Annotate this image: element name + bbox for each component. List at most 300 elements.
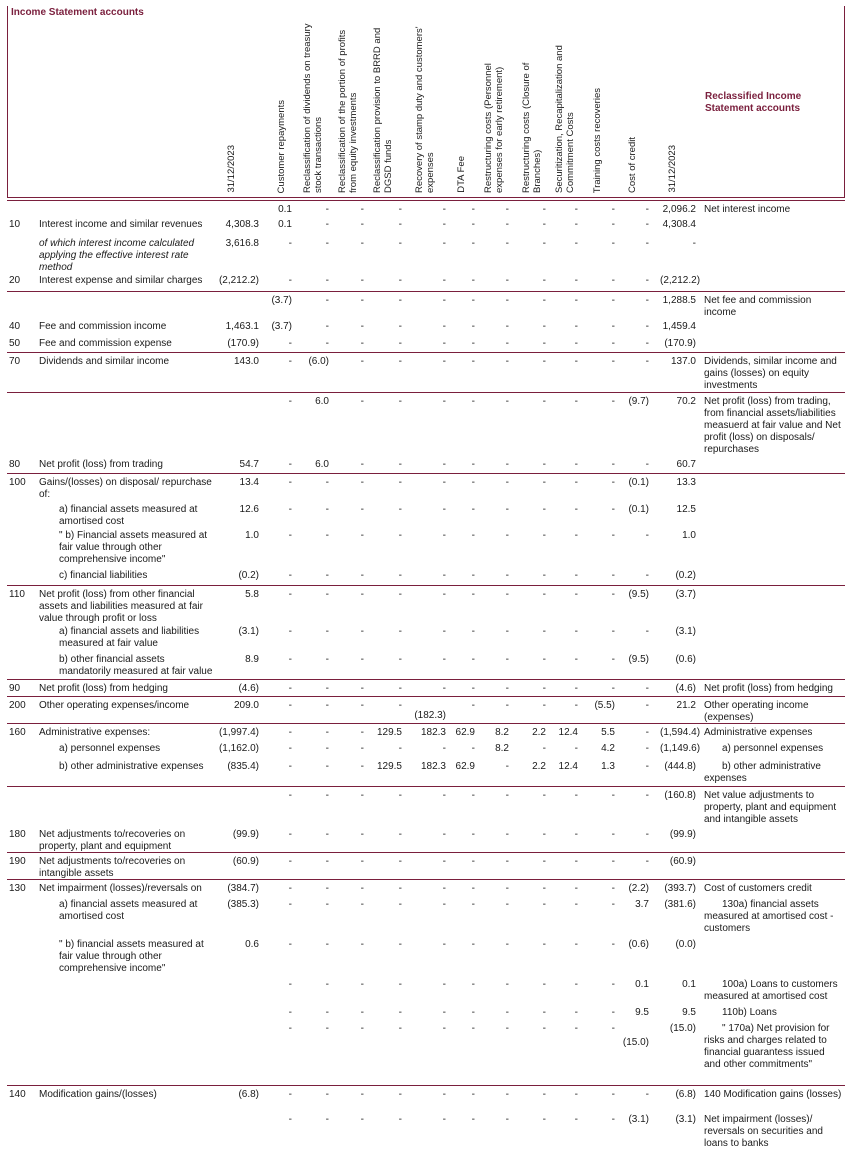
account-code: 20 — [9, 275, 21, 286]
account-code: 190 — [9, 856, 26, 867]
cell-value: - — [442, 883, 446, 894]
cell-value: - — [288, 883, 292, 894]
cell-value: - — [574, 939, 578, 950]
cell-value: - — [471, 899, 475, 910]
table-row — [7, 1020, 845, 1085]
cell-value: - — [288, 459, 292, 470]
cell-value: - — [542, 979, 546, 990]
cell-value: - — [398, 295, 402, 306]
cell-value: - — [442, 396, 446, 407]
cell-value: - — [611, 338, 615, 349]
cell-value: (3.1) — [675, 626, 696, 637]
cell-value: - — [645, 219, 649, 230]
cell-value: - — [360, 504, 364, 515]
cell-value: - — [645, 275, 649, 286]
cell-value: - — [645, 530, 649, 541]
cell-value: - — [645, 829, 649, 840]
account-description: Administrative expenses: — [39, 727, 151, 738]
cell-value: - — [542, 570, 546, 581]
reclassified-account: Net fee and commission income — [704, 295, 812, 318]
reclassified-account: Other operating income (expenses) — [704, 700, 809, 723]
cell-value: - — [611, 295, 615, 306]
cell-value: 0.1 — [278, 219, 292, 230]
cell-value: 21.2 — [676, 700, 696, 711]
cell-value: - — [471, 939, 475, 950]
cell-value: - — [574, 459, 578, 470]
cell-value: - — [505, 530, 509, 541]
cell-value: - — [611, 504, 615, 515]
cell-value: - — [288, 1007, 292, 1018]
cell-value: - — [325, 761, 329, 772]
cell-value: - — [471, 683, 475, 694]
cell-value: - — [442, 626, 446, 637]
cell-value: - — [398, 204, 402, 215]
cell-value: - — [645, 790, 649, 801]
cell-value: - — [325, 504, 329, 515]
cell-value: (3.7) — [271, 295, 292, 306]
cell-value: - — [325, 338, 329, 349]
cell-value: (15.0) — [669, 1023, 696, 1034]
cell-value: - — [471, 396, 475, 407]
table-row — [7, 696, 845, 724]
cell-value: - — [505, 761, 509, 772]
cell-value: - — [325, 570, 329, 581]
cell-value: - — [471, 626, 475, 637]
cell-value: - — [574, 238, 578, 249]
cell-value: - — [325, 1089, 329, 1100]
cell-value: - — [542, 856, 546, 867]
cell-value: (9.7) — [628, 396, 649, 407]
cell-value: - — [325, 295, 329, 306]
cell-value: - — [574, 295, 578, 306]
cell-value: (3.1) — [675, 1114, 696, 1125]
cell-value: (444.8) — [664, 761, 696, 772]
cell-value: - — [542, 683, 546, 694]
cell-value: (0.0) — [675, 939, 696, 950]
cell-value: - — [471, 295, 475, 306]
account-description: Net adjustments to/recoveries on property, plant and equipment — [39, 829, 186, 852]
account-description: Other operating expenses/income — [39, 700, 190, 711]
cell-value: 4,308.3 — [225, 219, 259, 230]
cell-value: - — [325, 743, 329, 754]
cell-value: - — [542, 939, 546, 950]
cell-value: (0.1) — [628, 504, 649, 515]
cell-value: - — [542, 295, 546, 306]
table-row — [7, 567, 845, 585]
cell-value: - — [442, 1023, 446, 1034]
cell-value: - — [471, 1114, 475, 1125]
cell-value: - — [471, 275, 475, 286]
cell-value: - — [325, 1114, 329, 1125]
cell-value: 143.0 — [233, 356, 259, 367]
table-row — [7, 852, 845, 880]
reclassified-account: 140 Modification gains (losses) — [704, 1089, 842, 1100]
cell-value: (60.9) — [232, 856, 259, 867]
cell-value: - — [288, 939, 292, 950]
cell-value: 129.5 — [376, 727, 402, 738]
account-description: Interest expense and similar charges — [39, 275, 203, 286]
cell-value: 62.9 — [455, 761, 475, 772]
cell-value: 8.9 — [245, 654, 259, 665]
reclassified-account: Net profit (loss) from hedging — [704, 683, 833, 694]
cell-value: - — [398, 1114, 402, 1125]
cell-value: - — [574, 275, 578, 286]
cell-value: - — [505, 1007, 509, 1018]
cell-value: 2,096.2 — [662, 204, 696, 215]
cell-value: - — [611, 979, 615, 990]
account-description: Net profit (loss) from other financial assets and liabilities measured at fair value through profit or loss — [39, 589, 203, 624]
cell-value: - — [360, 761, 364, 772]
table-row — [7, 200, 845, 217]
cell-value: - — [398, 570, 402, 581]
cell-value: - — [574, 530, 578, 541]
cell-value: - — [611, 530, 615, 541]
cell-value: - — [288, 570, 292, 581]
table-row — [7, 936, 845, 976]
cell-value: - — [611, 790, 615, 801]
cell-value: - — [288, 790, 292, 801]
cell-value: - — [505, 1114, 509, 1125]
cell-value: - — [505, 883, 509, 894]
cell-value: 60.7 — [676, 459, 696, 470]
cell-value: - — [398, 979, 402, 990]
cell-value: - — [645, 683, 649, 694]
cell-value: - — [398, 1089, 402, 1100]
cell-value: 4,308.4 — [662, 219, 696, 230]
cell-value: - — [398, 477, 402, 488]
table-row — [7, 723, 845, 741]
table-row — [7, 318, 845, 335]
cell-value: - — [692, 238, 696, 249]
cell-value: 5.8 — [245, 589, 259, 600]
cell-value: - — [574, 570, 578, 581]
cell-value: - — [325, 939, 329, 950]
cell-value: - — [442, 204, 446, 215]
cell-value: - — [288, 727, 292, 738]
cell-value: - — [542, 883, 546, 894]
cell-value: - — [645, 700, 649, 711]
cell-value: - — [398, 899, 402, 910]
cell-value: - — [542, 504, 546, 515]
cell-value: - — [360, 1114, 364, 1125]
cell-value: - — [442, 683, 446, 694]
cell-value: - — [574, 1023, 578, 1034]
table-row — [7, 473, 845, 502]
table-row — [7, 826, 845, 852]
account-description: " b) financial assets measured at fair value through other comprehensive income" — [59, 939, 204, 974]
cell-value: (6.0) — [308, 356, 329, 367]
cell-value: - — [325, 899, 329, 910]
cell-value: - — [398, 856, 402, 867]
column-header: 31/12/2023 — [667, 145, 678, 193]
cell-value: - — [288, 743, 292, 754]
cell-value: 12.4 — [558, 761, 578, 772]
reclassified-account: 110b) Loans — [722, 1007, 777, 1018]
cell-value: - — [471, 204, 475, 215]
column-header: Restructuring costs (Personnel expenses for early retirement) — [483, 63, 505, 193]
account-description: Net profit (loss) from hedging — [39, 683, 168, 694]
cell-value: - — [611, 275, 615, 286]
table-row — [7, 291, 845, 319]
account-description: of which interest income calculated applying the effective interest rate method — [39, 238, 195, 273]
cell-value: - — [574, 626, 578, 637]
cell-value: - — [360, 530, 364, 541]
cell-value: - — [505, 338, 509, 349]
cell-value: - — [505, 626, 509, 637]
cell-value: - — [398, 321, 402, 332]
cell-value: - — [442, 238, 446, 249]
cell-value: - — [471, 338, 475, 349]
reclassified-account: b) other administrative expenses — [704, 761, 821, 784]
cell-value: - — [645, 626, 649, 637]
cell-value: 1,459.4 — [662, 321, 696, 332]
cell-value: - — [542, 790, 546, 801]
cell-value: - — [288, 1089, 292, 1100]
cell-value: - — [325, 238, 329, 249]
cell-value: - — [542, 477, 546, 488]
cell-value: - — [442, 856, 446, 867]
table-row — [7, 786, 845, 827]
table-row — [7, 456, 845, 473]
cell-value: - — [611, 238, 615, 249]
cell-value: - — [288, 1114, 292, 1125]
cell-value: - — [505, 700, 509, 711]
cell-value: - — [360, 1023, 364, 1034]
cell-value: - — [505, 204, 509, 215]
cell-value: 62.9 — [455, 727, 475, 738]
cell-value: - — [574, 589, 578, 600]
cell-value: - — [645, 856, 649, 867]
cell-value: (385.3) — [227, 899, 259, 910]
cell-value: - — [574, 204, 578, 215]
cell-value: - — [574, 790, 578, 801]
account-code: 90 — [9, 683, 21, 694]
cell-value: - — [542, 743, 546, 754]
cell-value: - — [442, 1114, 446, 1125]
cell-value: - — [542, 700, 546, 711]
cell-value: - — [611, 899, 615, 910]
cell-value: - — [442, 356, 446, 367]
table-row — [7, 585, 845, 624]
cell-value: - — [645, 295, 649, 306]
cell-value: - — [398, 939, 402, 950]
cell-value: (1,997.4) — [218, 727, 259, 738]
cell-value: 182.3 — [420, 727, 446, 738]
cell-value: - — [611, 829, 615, 840]
cell-value: - — [611, 589, 615, 600]
cell-value: - — [505, 396, 509, 407]
cell-value: - — [288, 530, 292, 541]
cell-value: (4.6) — [675, 683, 696, 694]
cell-value: - — [611, 939, 615, 950]
cell-value: - — [645, 570, 649, 581]
cell-value: - — [288, 899, 292, 910]
cell-value: (3.7) — [675, 589, 696, 600]
cell-value: 1,288.5 — [662, 295, 696, 306]
table-row — [7, 1085, 845, 1112]
cell-value: - — [325, 979, 329, 990]
account-description: Net impairment (losses)/reversals on — [39, 883, 202, 894]
cell-value: - — [471, 743, 475, 754]
column-header: Recovery of stamp duty and customers' expenses — [414, 26, 436, 193]
cell-value: - — [611, 321, 615, 332]
cell-value: - — [542, 204, 546, 215]
cell-value: - — [471, 477, 475, 488]
cell-value: - — [325, 589, 329, 600]
cell-value: - — [398, 1023, 402, 1034]
account-description: a) personnel expenses — [59, 743, 161, 754]
cell-value: - — [442, 654, 446, 665]
cell-value: 6.0 — [315, 459, 329, 470]
account-description: " b) Financial assets measured at fair value through other comprehensive income" — [59, 530, 208, 565]
cell-value: - — [288, 654, 292, 665]
table-row — [7, 1004, 845, 1020]
cell-value: - — [542, 219, 546, 230]
cell-value: - — [574, 396, 578, 407]
cell-value: - — [360, 626, 364, 637]
cell-value: - — [471, 1023, 475, 1034]
cell-value: - — [360, 683, 364, 694]
cell-value: - — [574, 829, 578, 840]
cell-value: - — [325, 530, 329, 541]
table-row — [7, 272, 845, 291]
cell-value: - — [360, 589, 364, 600]
account-description: a) financial assets measured at amortised cost — [59, 504, 198, 527]
table-row — [7, 623, 845, 651]
cell-value: - — [288, 477, 292, 488]
cell-value: 54.7 — [239, 459, 259, 470]
cell-value: - — [398, 683, 402, 694]
cell-value: - — [471, 654, 475, 665]
cell-value: (182.3) — [414, 710, 446, 721]
cell-value: - — [542, 626, 546, 637]
cell-value: - — [471, 459, 475, 470]
cell-value: (6.8) — [238, 1089, 259, 1100]
cell-value: (835.4) — [227, 761, 259, 772]
cell-value: - — [288, 856, 292, 867]
cell-value: (0.6) — [675, 654, 696, 665]
reclassified-account: 130a) financial assets measured at amortised cost - customers — [704, 899, 834, 934]
cell-value: - — [325, 883, 329, 894]
cell-value: - — [360, 883, 364, 894]
account-description: c) financial liabilities — [59, 570, 148, 581]
cell-value: - — [542, 1007, 546, 1018]
cell-value: 9.5 — [682, 1007, 696, 1018]
cell-value: (384.7) — [227, 883, 259, 894]
cell-value: - — [574, 338, 578, 349]
cell-value: - — [574, 979, 578, 990]
cell-value: - — [288, 979, 292, 990]
column-header: Cost of credit — [627, 137, 638, 193]
reclassified-account: Administrative expenses — [704, 727, 813, 738]
cell-value: 3,616.8 — [225, 238, 259, 249]
cell-value: - — [611, 883, 615, 894]
cell-value: - — [398, 790, 402, 801]
cell-value: - — [288, 700, 292, 711]
cell-value: - — [471, 1007, 475, 1018]
cell-value: - — [360, 856, 364, 867]
column-header: Customer repayments — [276, 99, 287, 193]
reclassified-account: Net value adjustments to property, plant and equipment and intangible assets — [704, 790, 837, 825]
reclassified-account: 100a) Loans to customers measured at amortised cost — [704, 979, 838, 1002]
account-code: 70 — [9, 356, 21, 367]
cell-value: 13.3 — [676, 477, 696, 488]
table-row — [7, 1111, 845, 1153]
cell-value: - — [505, 321, 509, 332]
cell-value: (170.9) — [664, 338, 696, 349]
cell-value: - — [574, 899, 578, 910]
cell-value: 1.0 — [682, 530, 696, 541]
table-row — [7, 896, 845, 936]
cell-value: - — [505, 570, 509, 581]
cell-value: 137.0 — [670, 356, 696, 367]
cell-value: - — [442, 295, 446, 306]
column-header: Securitization, Recapitalization and Commitment Costs — [554, 45, 576, 193]
cell-value: - — [611, 1007, 615, 1018]
cell-value: - — [360, 295, 364, 306]
cell-value: - — [360, 356, 364, 367]
cell-value: - — [542, 356, 546, 367]
cell-value: (2,212.2) — [218, 275, 259, 286]
cell-value: - — [645, 761, 649, 772]
cell-value: - — [398, 219, 402, 230]
cell-value: - — [360, 979, 364, 990]
cell-value: - — [360, 727, 364, 738]
cell-value: - — [325, 727, 329, 738]
cell-value: (4.6) — [238, 683, 259, 694]
cell-value: 12.6 — [239, 504, 259, 515]
cell-value: 1.0 — [245, 530, 259, 541]
reclassified-account: Cost of customers credit — [704, 883, 812, 894]
cell-value: - — [574, 856, 578, 867]
cell-value: 0.1 — [278, 204, 292, 215]
cell-value: - — [360, 654, 364, 665]
cell-value: - — [542, 238, 546, 249]
table-row — [7, 352, 845, 393]
cell-value: - — [611, 356, 615, 367]
cell-value: - — [611, 626, 615, 637]
cell-value: - — [542, 654, 546, 665]
account-description: b) other financial assets mandatorily measured at fair value — [59, 654, 213, 677]
account-code: 10 — [9, 219, 21, 230]
cell-value: - — [325, 790, 329, 801]
cell-value: - — [471, 530, 475, 541]
cell-value: - — [442, 829, 446, 840]
cell-value: - — [505, 1089, 509, 1100]
cell-value: 0.6 — [245, 939, 259, 950]
cell-value: - — [325, 1007, 329, 1018]
cell-value: - — [288, 356, 292, 367]
cell-value: - — [288, 626, 292, 637]
account-code: 100 — [9, 477, 26, 488]
cell-value: - — [471, 570, 475, 581]
cell-value: - — [542, 589, 546, 600]
cell-value: - — [542, 459, 546, 470]
cell-value: - — [360, 204, 364, 215]
account-code: 140 — [9, 1089, 26, 1100]
cell-value: - — [360, 219, 364, 230]
column-header: Training costs recoveries — [592, 87, 603, 193]
table-row — [7, 335, 845, 352]
cell-value: - — [542, 321, 546, 332]
cell-value: - — [611, 1023, 615, 1034]
cell-value: 5.5 — [601, 727, 615, 738]
cell-value: - — [442, 939, 446, 950]
column-header: 31/12/2023 — [226, 145, 237, 193]
cell-value: - — [325, 626, 329, 637]
cell-value: - — [574, 477, 578, 488]
table-row — [7, 758, 845, 786]
